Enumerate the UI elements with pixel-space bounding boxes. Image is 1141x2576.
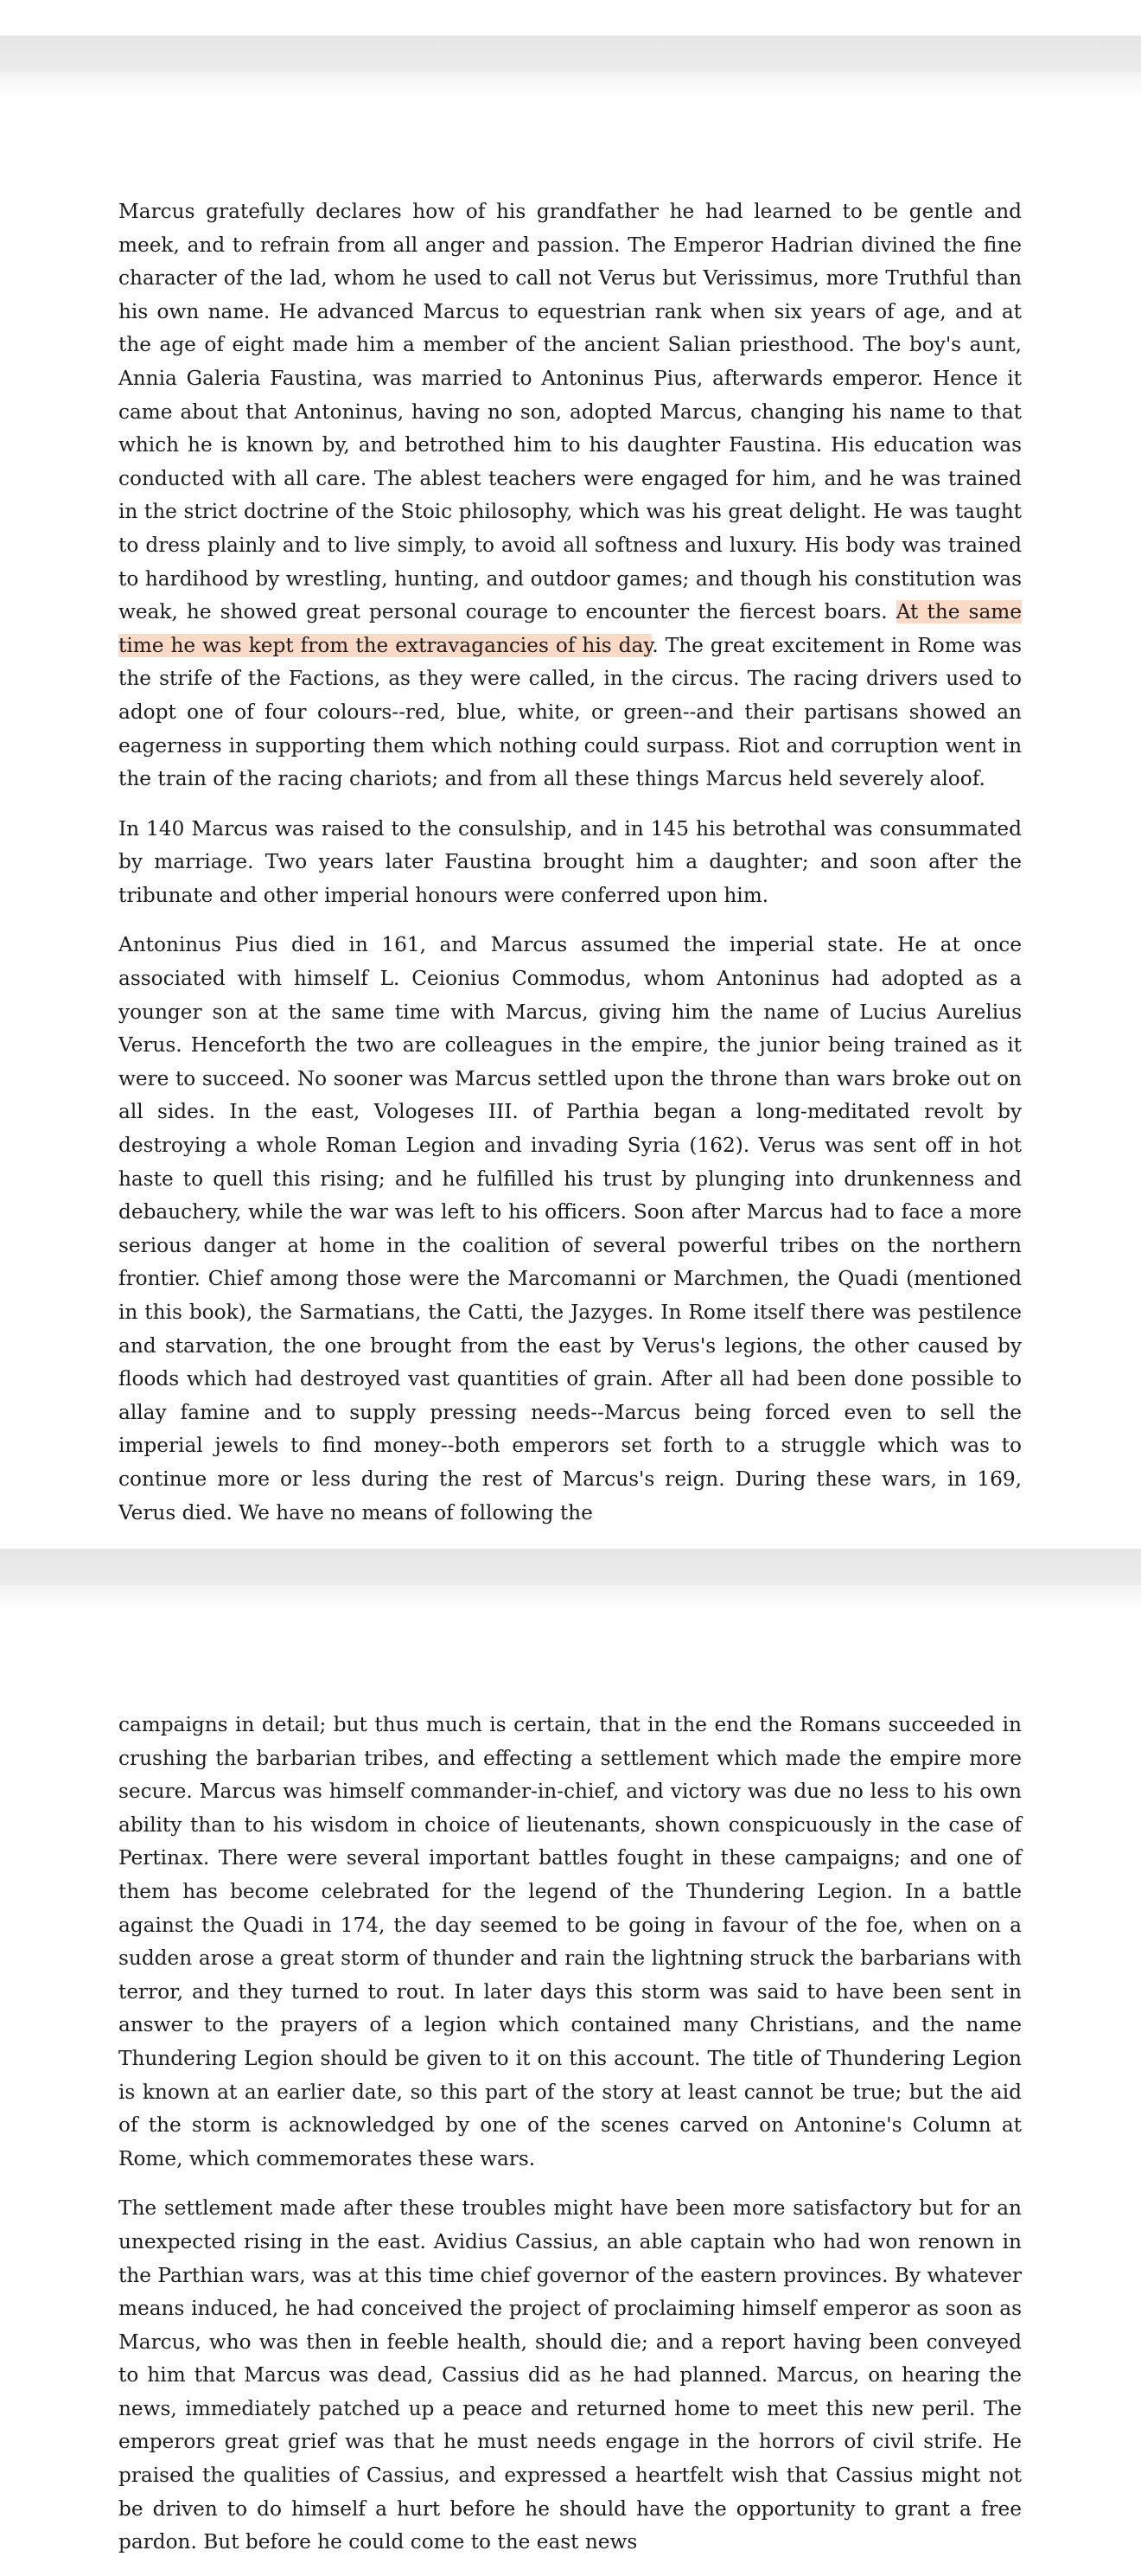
reader-top-margin [0,0,1141,35]
page-text [118,1709,1022,2576]
paragraph [118,195,1022,796]
page-separator [0,35,1141,72]
page-text [118,195,1022,1546]
page-separator [0,1549,1141,1585]
book-page-1 [0,72,1141,1549]
paragraph-text: Marcus gratefully declares how of his grandfather he had learned to be gentle and meek, and to refrain from all anger and passion. The Emperor Hadrian divined the fine character of the lad, whom he used to call not Verus but Verissimus, more Truthful than his own name. He advanced Marcus to equestrian rank when six years of age, and at the age of eight made him a member of the ancient Salian priesthood. The boy's aunt, Annia Galeria Faustina, was married to Antoninus Pius, afterwards emperor. Hence it came about that Antoninus, having no son, adopted Marcus, changing his name to that which he is known by, and betrothed him to his daughter Faustina. His education was conducted with all care. The ablest teachers were engaged for him, and he was trained in the strict doctrine of the Stoic philosophy, which was his great delight. He was taught to dress plainly and to live simply, to avoid all softness and luxury. His body was trained to hardihood by wrestling, hunting, and outdoor games; and though his constitution was weak, he showed great personal courage to encounter the fiercest boars. [118,200,1022,624]
book-page-2 [0,1585,1141,2554]
page-top-shadow [0,1585,1141,1611]
paragraph: Antoninus Pius died in 161, and Marcus assumed the imperial state. He at once associated with himself L. Ceionius Commodus, whom Antoninus had adopted as a younger son at the same time with Marcus, giving him the name of Lucius Aurelius Verus. Henceforth the two are colleagues in the empire, the junior being trained as it were to succeed. No sooner was Marcus settled upon the throne than wars broke out on all sides. In the east, Vologeses III. of Parthia began a long-meditated revolt by destroying a whole Roman Legion and invading Syria (162). Verus was sent off in hot haste to quell this rising; and he fulfilled his trust by plunging into drunkenness and debauchery, while the war was left to his officers. Soon after Marcus had to face a more serious danger at home in the coalition of several powerful tribes on the northern frontier. Chief among those were the Marcomanni or Marchmen, the Quadi (mentioned in this book), the Sarmatians, the Catti, the Jazyges. In Rome itself there was pestilence and starvation, the one brought from the east by Verus's legions, the other caused by floods which had destroyed vast quantities of grain. After all had been done possible to allay famine and to supply pressing needs--Marcus being forced even to sell the imperial jewels to find money--both emperors set forth to a struggle which was to continue more or less during the rest of Marcus's reign. During these wars, in 169, Verus died. We have no means of following the [118,933,1022,1525]
paragraph: In 140 Marcus was raised to the consulship, and in 145 his betrothal was consummated by marriage. Two years later Faustina brought him a daughter; and soon after the tribunate and other imperial honours were conferred upon him. [118,816,1022,907]
paragraph: campaigns in detail; but thus much is certain, that in the end the Romans succeeded in crushing the barbarian tribes, and effecting a settlement which made the empire more secure. Marcus was himself commander-in-chief, and victory was due no less to his own ability than to his wisdom in choice of lieutenants, shown conspicuously in the case of Pertinax. There were several important battles fought in these campaigns; and one of them has become celebrated for the legend of the Thundering Legion. In a battle against the Quadi in 174, the day seemed to be going in favour of the foe, when on a sudden arose a great storm of thunder and rain the lightning struck the barbarians with terror, and they turned to rout. In later days this storm was said to have been sent in answer to the prayers of a legion which contained many Christians, and the name Thundering Legion should be given to it on this account. The title of Thundering Legion is known at an earlier date, so this part of the story at least cannot be true; but the aid of the storm is acknowledged by one of the scenes carved on Antonine's Column at Rome, which commemorates these wars. [118,1713,1022,2170]
page-top-shadow [0,72,1141,98]
paragraph-text: . The great excitement in Rome was the strife of the Factions, as they were called, in the circus. The racing drivers used to adopt one of four colours--red, blue, white, or green--and their partisans showed an eagerness in supporting them which nothing could surpass. Riot and corruption went in the train of the racing chariots; and from all these things Marcus held severely aloof. [118,633,1022,791]
paragraph: The settlement made after these troubles might have been more satisfactory but for an unexpected rising in the east. Avidius Cassius, an able captain who had won renown in the Parthian wars, was at this time chief governor of the eastern provinces. By whatever means induced, he had conceived the project of proclaiming himself emperor as soon as Marcus, who was then in feeble health, should die; and a report having been conveyed to him that Marcus was dead, Cassius did as he had planned. Marcus, on hearing the news, immediately patched up a peace and returned home to meet this new peril. The emperors great grief was that he must needs engage in the horrors of civil strife. He praised the qualities of Cassius, and expressed a heartfelt wish that Cassius might not be driven to do himself a hurt before he should have the opportunity to grant a free pardon. But before he could come to the east news [118,2196,1022,2554]
text-highlight[interactable]: At the same time he was kept from the extravagancies of his day [118,600,1022,657]
